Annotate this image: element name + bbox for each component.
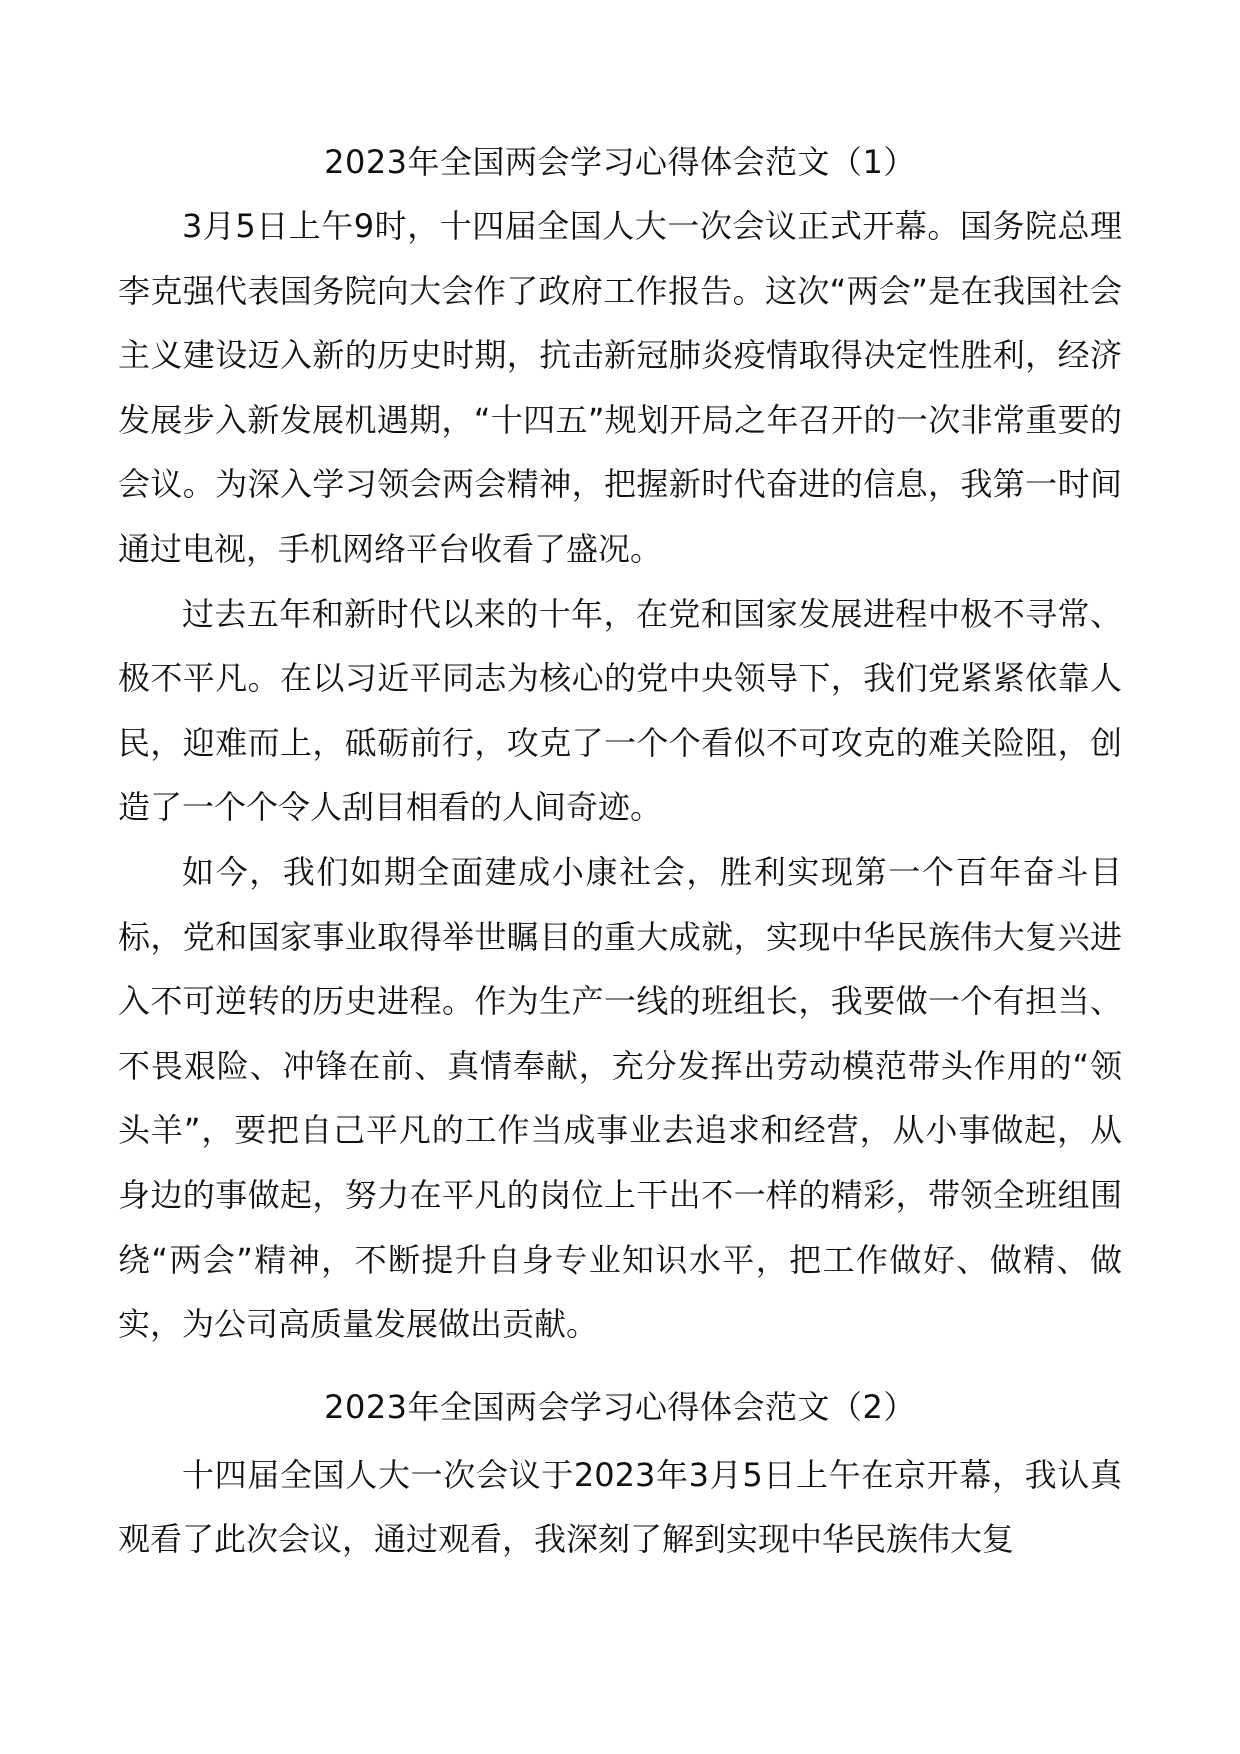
section-2-title: 2023年全国两会学习心得体会范文（2）	[324, 1387, 916, 1426]
document-content	[118, 130, 1122, 1572]
section-1-title: 2023年全国两会学习心得体会范文（1）	[324, 143, 916, 181]
section-1-paragraph-3: 如今，我们如期全面建成小康社会，胜利实现第一个百年奋斗目标，党和国家事业取得举世瞩目的重大成就，实现中华民族伟大复兴进入不可逆转的历史进程。作为生产一线的班组长，我要做一个有担当、不畏艰险、冲锋在前、真情奉献，充分发挥出劳动模范带头作用的“领头羊”，要把自己平凡的工作当成事业去追求和经营，从小事做起，从身边的事做起，努力在平凡的岗位上干出不一样的精彩，带领全班组围绕“两会”精神，不断提升自身专业知识水平，把工作做好、做精、做实，为公司高质量发展做出贡献。	[118, 852, 1122, 1344]
section-1-paragraph-2: 过去五年和新时代以来的十年，在党和国家发展进程中极不寻常、极不平凡。在以习近平同志为核心的党中央领导下，我们党紧紧依靠人民，迎难而上，砥砺前行，攻克了一个个看似不可攻克的难关险阻，创造了一个个令人刮目相看的人间奇迹。	[118, 594, 1122, 827]
section-1-paragraph-1: 3月5日上午9时，十四届全国人大一次会议正式开幕。国务院总理李克强代表国务院向大会作了政府工作报告。这次“两会”是在我国社会主义建设迈入新的历史时期，抗击新冠肺炎疫情取得决定性胜利，经济发展步入新发展机遇期，“十四五”规划开局之年召开的一次非常重要的会议。为深入学习领会两会精神，把握新时代奋进的信息，我第一时间通过电视，手机网络平台收看了盛况。	[118, 207, 1122, 568]
section-2-paragraph-1: 十四届全国人大一次会议于2023年3月5日上午在京开幕，我认真观看了此次会议，通过观看，我深刻了解到实现中华民族伟大复	[118, 1455, 1122, 1559]
